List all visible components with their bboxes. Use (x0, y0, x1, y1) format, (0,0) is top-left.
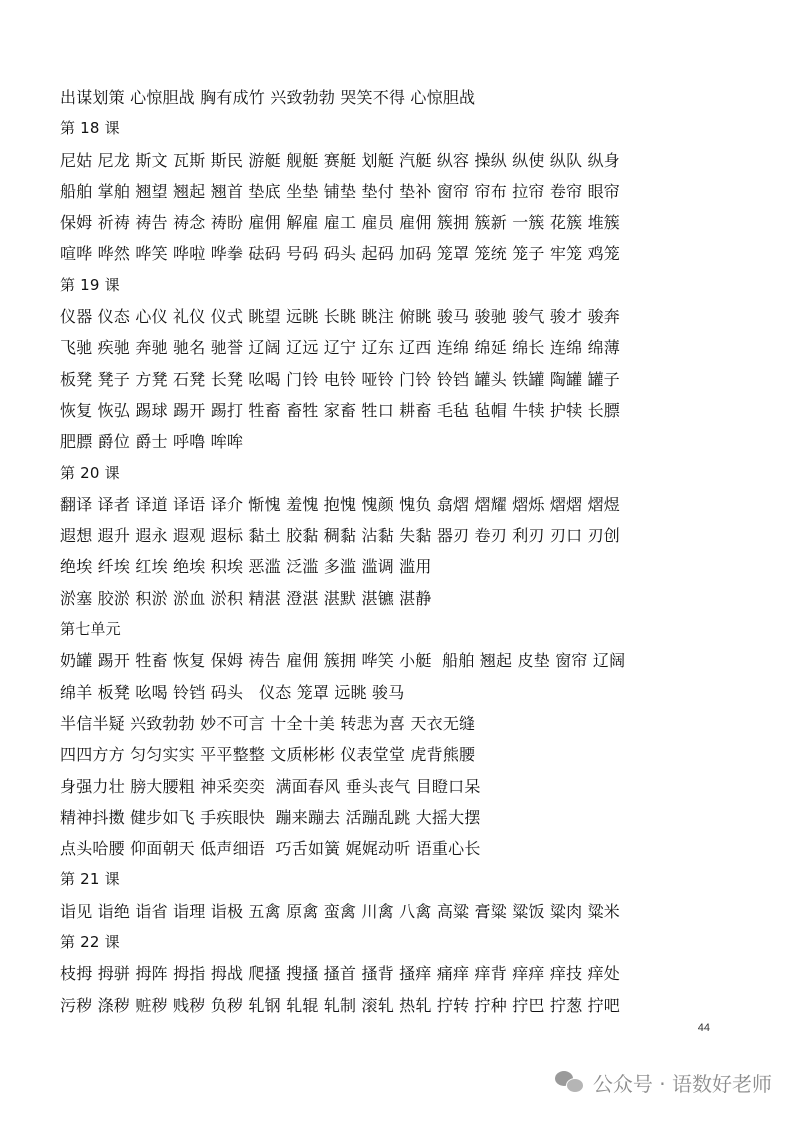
lesson-heading: 第 20 课 (60, 463, 120, 482)
word-row: 船舶 掌舶 翘望 翘起 翘首 垫底 坐垫 铺垫 垫付 垫补 窗帘 帘布 拉帘 卷帘 眼帘 (60, 181, 621, 201)
lesson-heading: 第 18 课 (60, 119, 120, 138)
word-row: 淤塞 胶淤 积淤 淤血 淤积 精湛 澄湛 湛默 湛镳 湛静 (60, 588, 432, 608)
watermark-text: 公众号 · 语数好老师 (592, 1071, 772, 1096)
word-row: 板凳 凳子 方凳 石凳 长凳 吆喝 门铃 电铃 哑铃 门铃 铃铛 罐头 铁罐 陶罐 罐子 (60, 369, 621, 389)
page-number: 44 (697, 1022, 710, 1034)
word-row: 奶罐 踢开 牲畜 恢复 保姆 祷告 雇佣 簇拥 哗笑 小艇 船舶 翘起 皮垫 窗帘 辽阔 (60, 651, 626, 671)
word-row: 喧哗 哗然 哗笑 哗啦 哗拳 砝码 号码 码头 起码 加码 笼罩 笼统 笼子 牢笼 鸡笼 (60, 244, 621, 264)
word-row: 枝拇 拇骈 拇阵 拇指 拇战 爬搔 搜搔 搔首 搔背 搔痒 痛痒 痒背 痒痒 痒技 痒处 (60, 964, 621, 984)
word-row: 遐想 遐升 遐永 遐观 遐标 黏土 胶黏 稠黏 沾黏 失黏 器刃 卷刃 利刃 刃口 刃创 (60, 526, 621, 546)
word-row: 诣见 诣绝 诣省 诣理 诣极 五禽 原禽 蛮禽 川禽 八禽 高粱 膏粱 粱饭 粱肉 粱米 (60, 901, 621, 921)
word-row: 点头哈腰 仰面朝天 低声细语 巧舌如簧 娓娓动听 语重心长 (60, 839, 481, 859)
word-row: 半信半疑 兴致勃勃 妙不可言 十全十美 转悲为喜 天衣无缝 (60, 713, 476, 733)
word-row: 保姆 祈祷 祷告 祷念 祷盼 雇佣 解雇 雇工 雇员 雇佣 簇拥 簇新 一簇 花簇 堆簇 (60, 213, 621, 233)
word-row: 绝埃 纤埃 红埃 绝埃 积埃 恶滥 泛滥 多滥 滥调 滥用 (60, 557, 432, 577)
word-row: 精神抖擞 健步如飞 手疾眼快 蹦来蹦去 活蹦乱跳 大摇大摆 (60, 807, 481, 827)
lesson-heading: 第七单元 (60, 620, 121, 639)
word-list (60, 82, 750, 1021)
word-row: 翻译 译者 译道 译语 译介 惭愧 羞愧 抱愧 愧颜 愧负 翕熠 熠耀 熠烁 熠熠 熠煜 (60, 494, 621, 514)
word-row: 身强力壮 膀大腰粗 神采奕奕 满面春风 垂头丧气 目瞪口呆 (60, 776, 481, 796)
word-row: 恢复 恢弘 踢球 踢开 踢打 牲畜 畜牲 家畜 牲口 耕畜 毛毡 毡帽 牛犊 护犊 长膘 (60, 400, 621, 420)
lesson-heading: 第 19 课 (60, 275, 120, 294)
word-row: 绵羊 板凳 吆喝 铃铛 码头 仪态 笼罩 远眺 骏马 (60, 682, 405, 702)
word-row: 仪器 仪态 心仪 礼仪 仪式 眺望 远眺 长眺 眺注 俯眺 骏马 骏驰 骏气 骏才 骏奔 (60, 307, 621, 327)
watermark (555, 1065, 772, 1099)
lesson-heading: 第 22 课 (60, 933, 120, 952)
word-row: 出谋划策 心惊胆战 胸有成竹 兴致勃勃 哭笑不得 心惊胆战 (60, 88, 476, 107)
lesson-heading: 第 21 课 (60, 870, 120, 889)
word-row: 飞驰 疾驰 奔驰 驰名 驰誉 辽阔 辽远 辽宁 辽东 辽西 连绵 绵延 绵长 连绵 绵薄 (60, 338, 621, 358)
word-row: 尼姑 尼龙 斯文 瓦斯 斯民 游艇 舰艇 赛艇 划艇 汽艇 纵容 操纵 纵使 纵队 纵身 (60, 150, 621, 170)
word-row: 四四方方 匀匀实实 平平整整 文质彬彬 仪表堂堂 虎背熊腰 (60, 745, 476, 765)
word-row: 污秽 涤秽 赃秽 贱秽 负秽 轧钢 轧辊 轧制 滚轧 热轧 拧转 拧种 拧巴 拧葱 拧吧 (60, 995, 621, 1015)
wechat-icon (555, 1069, 585, 1095)
word-row: 肥膘 爵位 爵士 呼噜 哞哞 (60, 432, 244, 452)
